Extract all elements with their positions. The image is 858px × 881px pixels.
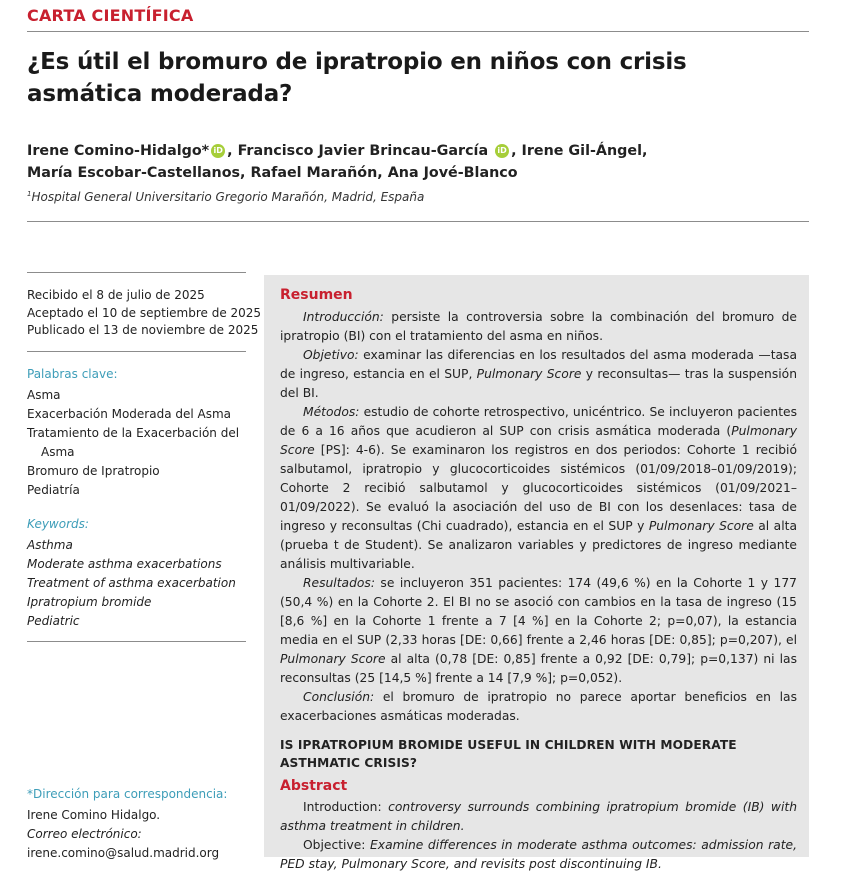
keyword-item: Ipratropium bromide <box>27 594 152 609</box>
objective-text-end: y reconsultas— tras la suspensión del BI. <box>280 367 797 400</box>
abstract-box <box>264 275 809 871</box>
received-date: Recibido el 8 de julio de 2025 <box>27 288 205 302</box>
header-divider <box>27 221 809 222</box>
en-introduction-text: controversy surrounds combining ipratropium bromide (IB) with asthma treatment in children. <box>280 800 797 833</box>
methods-label: Métodos: <box>303 405 360 419</box>
author-1[interactable]: Irene Comino-Hidalgo <box>27 143 202 159</box>
resumen-conclusion <box>280 688 797 726</box>
abstract-introduction <box>280 798 797 836</box>
objective-label: Objetivo: <box>303 348 359 362</box>
results-label: Resultados: <box>303 576 375 590</box>
authors-line-2: María Escobar-Castellanos, Rafael Marañón, Ana Jové-Blanco <box>27 165 518 181</box>
correspondence-block <box>27 806 219 863</box>
keyword-item: Asthma <box>27 537 73 552</box>
orcid-icon[interactable]: iD <box>211 144 225 158</box>
en-introduction-label: Introduction: <box>303 800 382 814</box>
keyword-item: Pediatric <box>27 613 80 628</box>
resumen-introduction <box>280 308 797 346</box>
orcid-icon[interactable]: iD <box>495 144 509 158</box>
conclusion-label: Conclusión: <box>303 690 375 704</box>
keyword-item: Treatment of asthma exacerbation <box>27 575 236 590</box>
keywords-en-list <box>27 536 246 631</box>
accepted-date: Aceptado el 10 de septiembre de 2025 <box>27 305 262 320</box>
results-text-2: al alta (0,78 [DE: 0,85] frente a 0,92 [DE: 0,79]; p=0,137) ni las reconsultas (25 [14,5 %] frente a 14 [7,9 %]; p=0,052). <box>280 652 797 685</box>
abstract-objective <box>280 836 797 874</box>
info-divider-bottom <box>27 641 246 642</box>
email-label: Correo electrónico: <box>27 827 142 841</box>
author-list <box>27 140 807 184</box>
english-title: IS IPRATROPIUM BROMIDE USEFUL IN CHILDREN WITH MODERATE ASTHMATIC CRISIS? <box>280 738 737 770</box>
keyword-item: Bromuro de Ipratropio <box>27 463 160 478</box>
top-divider <box>27 31 809 32</box>
methods-text-2: [PS]: 4-6). Se examinaron los registros en dos periodos: Cohorte 1 recibió salbutamol, ipratropio y glucocorticoides sistémicos (01/09/2018–01/09/2019); Cohorte 2 recibió salbutamol y glucocorticoides sistémicos (01/09/2021–01/09/2022). Se evaluó la asociación del uso de BI con los desenlaces: tasa de ingreso y reconsultas (Chi cuadrado), estancia en el SUP y <box>280 443 797 533</box>
article-info-column <box>27 272 262 642</box>
methods-term-2: Pulmonary Score <box>648 519 754 533</box>
en-objective-text: Examine differences in moderate asthma outcomes: admission rate, PED stay, Pulmonary Score, and revisits post discontinuing IB. <box>280 838 797 871</box>
keyword-item: Pediatría <box>27 482 80 497</box>
author-separator: , <box>227 143 233 159</box>
resumen-results <box>280 574 797 688</box>
keyword-item: Tratamiento de la Exacerbación del <box>27 425 240 440</box>
methods-text: estudio de cohorte retrospectivo, unicéntrico. Se incluyeron pacientes de 6 a 16 años que acudieron al SUP con crisis asmática moderada ( <box>280 405 797 438</box>
introduction-text: persiste la controversia sobre la combinación del bromuro de ipratropio (BI) con el tratamiento del asma en niños. <box>280 310 797 343</box>
keyword-item: Asma <box>27 387 61 402</box>
resumen-objective <box>280 346 797 403</box>
introduction-label: Introducción: <box>303 310 384 324</box>
keyword-item: Exacerbación Moderada del Asma <box>27 406 232 421</box>
corresponding-mark: * <box>201 143 210 159</box>
keywords-en-heading: Keywords: <box>27 516 89 531</box>
resumen-methods <box>280 403 797 574</box>
objective-term: Pulmonary Score <box>476 367 582 381</box>
info-divider <box>27 351 246 352</box>
results-term: Pulmonary Score <box>280 652 386 666</box>
correspondence-heading: *Dirección para correspondencia: <box>27 787 228 801</box>
keywords-es-list <box>27 386 246 500</box>
author-separator: , <box>511 143 517 159</box>
info-divider-top <box>27 272 246 273</box>
results-text: se incluyeron 351 pacientes: 174 (49,6 %) en la Cohorte 1 y 177 (50,4 %) en la Cohorte 2. El BI no se asoció con cambios en la tasa de ingreso (15 [8,6 %] en la Cohorte 1 frente a 7 [4 %] en la Cohorte 2; p=0,07), la estancia media en el SUP (2,33 horas [DE: 0,66] frente a 2,46 horas [DE: 0,85]; p=0,207), el <box>280 576 797 647</box>
resumen-heading: Resumen <box>280 287 353 303</box>
abstract-heading: Abstract <box>280 778 348 794</box>
keywords-es-heading: Palabras clave: <box>27 366 118 381</box>
section-label: CARTA CIENTÍFICA <box>27 6 194 25</box>
conclusion-text: el bromuro de ipratropio no parece aportar beneficios en las exacerbaciones asmáticas moderadas. <box>280 690 797 723</box>
en-objective-label: Objective: <box>303 838 366 852</box>
correspondence-name: Irene Comino Hidalgo. <box>27 808 161 822</box>
published-date: Publicado el 13 de noviembre de 2025 <box>27 323 259 337</box>
methods-text-3: al alta (prueba t de Student). Se analizaron variables y predictores de ingreso mediante análisis multivariable. <box>280 519 797 571</box>
author-2[interactable]: Francisco Javier Brincau-García <box>237 143 489 159</box>
affiliation-text: Hospital General Universitario Gregorio Marañón, Madrid, España <box>31 190 425 204</box>
publication-dates <box>27 287 262 340</box>
objective-text: examinar las diferencias en los resultados del asma moderada —tasa de ingreso, estancia en el SUP, <box>280 348 797 381</box>
affiliation-mark: 1 <box>27 190 32 198</box>
email-link[interactable]: irene.comino@salud.madrid.org <box>27 846 220 860</box>
keyword-item-continuation: Asma <box>41 444 75 459</box>
keyword-item: Moderate asthma exacerbations <box>27 556 222 571</box>
author-3[interactable]: Irene Gil-Ángel, <box>521 143 648 159</box>
article-title: ¿Es útil el bromuro de ipratropio en niños con crisis asmática moderada? <box>27 49 687 107</box>
affiliation <box>27 190 424 204</box>
methods-term: Pulmonary Score <box>280 424 797 457</box>
